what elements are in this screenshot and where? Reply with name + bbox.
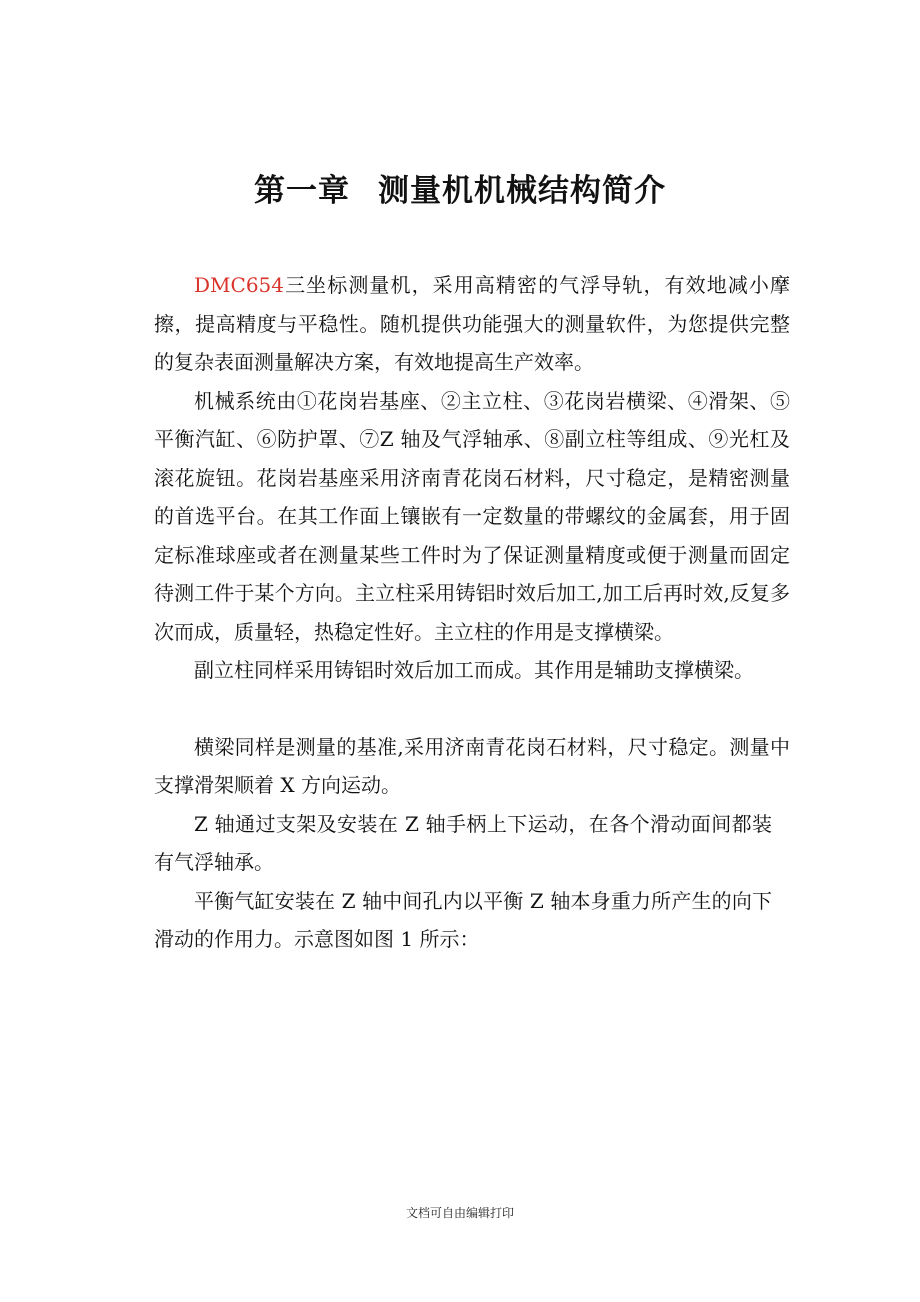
intro-paragraph (154, 266, 790, 382)
balance-cylinder-paragraph: 平衡气缸安装在 Z 轴中间孔内以平衡 Z 轴本身重力所产生的向下滑动的作用力。示意图如图 1 所示： (154, 888, 772, 951)
page-footer: 文档可自由编辑打印 (405, 1206, 514, 1220)
mechanical-system-paragraph: 机械系统由①花岗岩基座、②主立柱、③花岗岩横梁、④滑架、⑤平衡汽缸、⑥防护罩、⑦Z 轴及气浮轴承、⑧副立柱等组成、⑨光杠及滚花旋钮。花岗岩基座采用济南青花岗石材料，尺寸稳定，是精密测量的首选平台。在其工作面上镶嵌有一定数量的带螺纹的金属套，用于固定标准球座或者在测量某些工件时为了保证测量精度或便于测量而固定待测工件于某个方向。主立柱采用铸铝时效后加工,加工后再时效,反复多次而成，质量轻，热稳定性好。主立柱的作用是支撑横梁。 (154, 388, 790, 644)
page-title (0, 168, 920, 214)
document-body (154, 266, 790, 959)
intro-paragraph-text: 三坐标测量机，采用高精密的气浮导轨，有效地减小摩擦，提高精度与平稳性。随机提供功能强大的测量软件，为您提供完整的复杂表面测量解决方案，有效地提高生产效率。 (154, 273, 790, 374)
model-name: DMC654 (194, 273, 284, 297)
beam-paragraph: 横梁同样是测量的基准,采用济南青花岗石材料，尺寸稳定。测量中支撑滑架顺着 X 方向运动。 (154, 734, 790, 797)
secondary-column-paragraph: 副立柱同样采用铸铝时效后加工而成。其作用是辅助支撑横梁。 (194, 658, 754, 682)
z-axis-paragraph: Z 轴通过支架及安装在 Z 轴手柄上下运动，在各个滑动面间都装有气浮轴承。 (154, 811, 772, 874)
chapter-number: 第一章 (254, 173, 350, 209)
chapter-title: 测量机机械结构简介 (378, 173, 666, 209)
